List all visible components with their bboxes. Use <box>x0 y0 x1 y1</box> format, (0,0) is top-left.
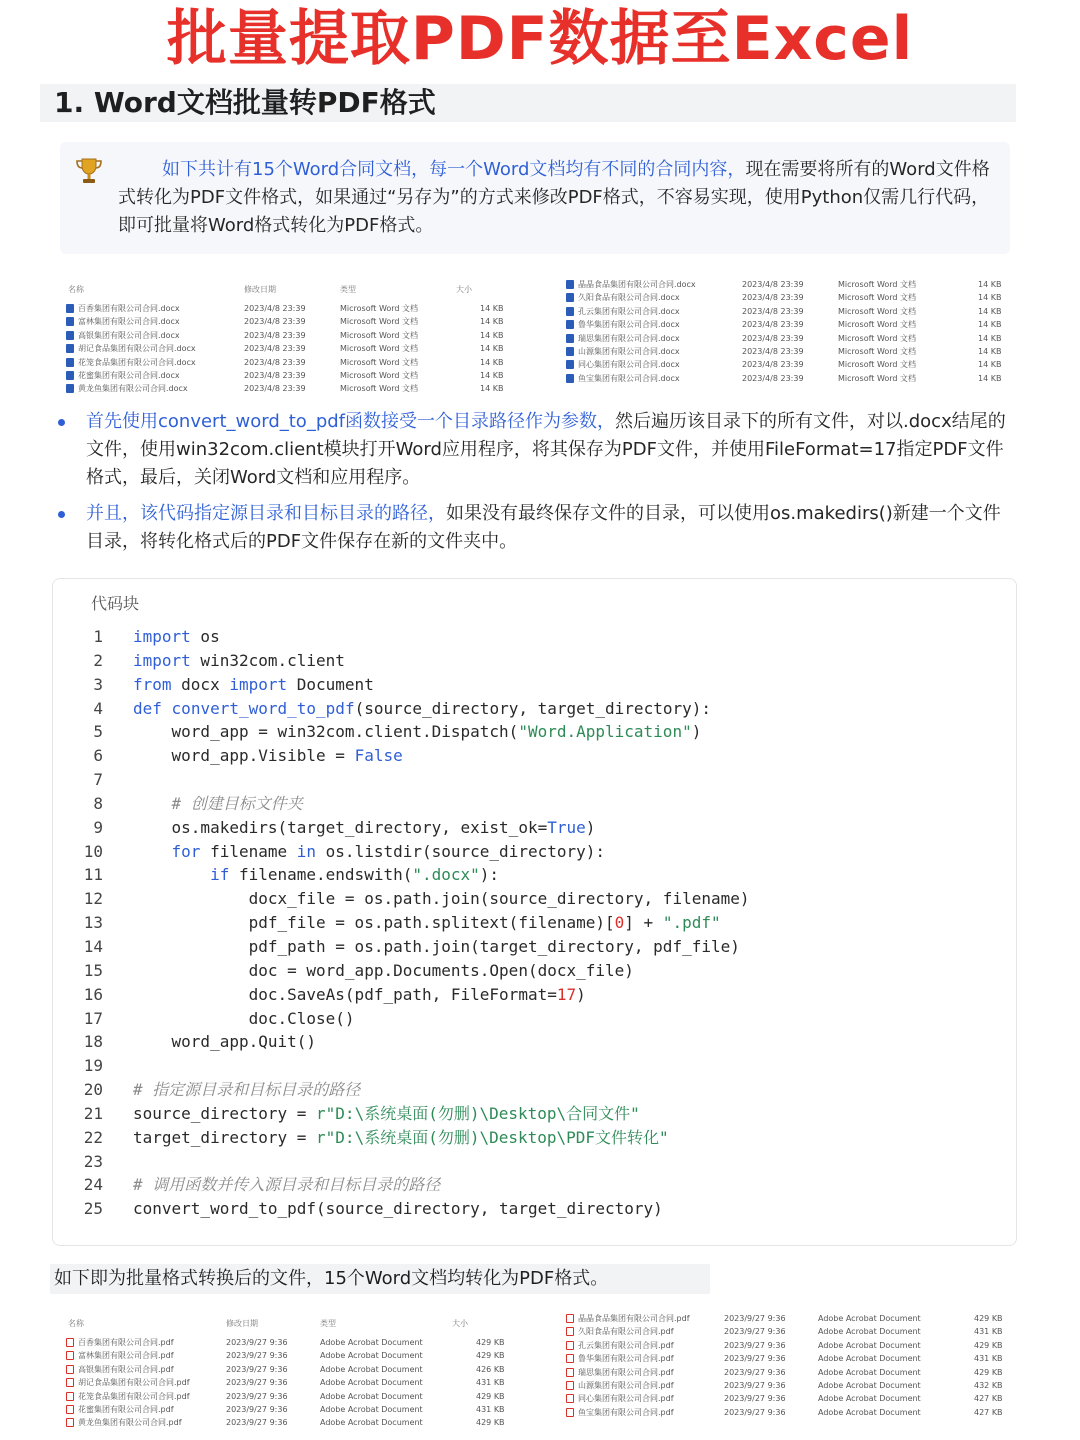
file-date: 2023/4/8 23:39 <box>244 330 306 340</box>
word-file-icon <box>566 374 574 383</box>
file-size: 431 KB <box>974 1354 1003 1364</box>
file-size: 14 KB <box>480 371 504 380</box>
file-row[interactable] <box>0 305 1080 318</box>
code-line <box>53 1030 1016 1054</box>
code-text: pdf_file = os.path.splitext(filename)[0] + ".pdf" <box>133 913 721 933</box>
file-row[interactable] <box>0 291 1080 304</box>
code-line <box>53 887 1016 911</box>
code-text: from docx import Document <box>133 674 374 694</box>
code-line <box>53 1197 1016 1221</box>
file-row[interactable] <box>0 1339 1080 1352</box>
code-text: for filename in os.listdir(source_directory): <box>171 841 606 861</box>
file-name: 同心集团有限公司合同.pdf <box>566 1392 674 1405</box>
file-name: 鱼宝集团有限公司合同.pdf <box>566 1406 674 1419</box>
line-number: 18 <box>83 1032 103 1052</box>
file-date: 2023/4/8 23:39 <box>742 293 804 303</box>
file-name: 鲁华集团有限公司合同.docx <box>566 318 680 331</box>
file-type: Adobe Acrobat Document <box>320 1351 423 1361</box>
line-number: 25 <box>83 1199 103 1219</box>
line-number: 21 <box>83 1103 103 1123</box>
code-line <box>53 625 1016 649</box>
word-file-icon <box>566 293 574 302</box>
pdf-file-icon <box>566 1314 574 1323</box>
code-line <box>53 1150 1016 1174</box>
file-size: 429 KB <box>476 1338 505 1347</box>
file-name: 瑞思集团有限公司合同.docx <box>566 332 680 345</box>
file-name: 高银集团有限公司合同.pdf <box>66 1363 174 1376</box>
file-size: 429 KB <box>974 1367 1003 1377</box>
file-type: Microsoft Word 文档 <box>838 306 917 316</box>
line-number: 22 <box>83 1127 103 1147</box>
line-number: 8 <box>93 793 103 813</box>
file-name: 鲁华集团有限公司合同.pdf <box>566 1352 674 1365</box>
file-type: Adobe Acrobat Document <box>320 1405 423 1414</box>
file-type: Adobe Acrobat Document <box>320 1338 423 1347</box>
file-name: 花笼食品集团有限公司合同.pdf <box>66 1390 190 1403</box>
file-size: 14 KB <box>480 317 504 327</box>
line-number: 4 <box>93 698 103 718</box>
line-number: 14 <box>83 936 103 956</box>
file-size: 14 KB <box>978 333 1002 343</box>
file-date: 2023/9/27 9:36 <box>724 1394 786 1404</box>
code-text: # 指定源目录和目标目录的路径 <box>133 1080 361 1100</box>
file-type: Microsoft Word 文档 <box>340 357 419 367</box>
file-type: Microsoft Word 文档 <box>838 360 917 370</box>
file-date: 2023/9/27 9:36 <box>226 1418 288 1428</box>
file-date: 2023/9/27 9:36 <box>226 1338 288 1347</box>
code-text: word_app.Visible = False <box>133 746 403 766</box>
bullet-text: 如果没有最终保存文件的目录，可以使用os.makedirs()新建一个文件目录，将转化格式后的PDF文件保存在新的文件夹中。 <box>86 503 1001 552</box>
column-header-date: 修改日期 <box>226 1319 258 1328</box>
file-size: 429 KB <box>476 1351 505 1361</box>
file-size: 14 KB <box>978 320 1002 330</box>
code-line <box>53 863 1016 887</box>
code-text: source_directory = r"D:\系统桌面(勿删)\Desktop\合同文件" <box>133 1103 640 1123</box>
file-type: Microsoft Word 文档 <box>838 293 917 303</box>
line-number: 2 <box>93 650 103 670</box>
word-file-icon <box>566 320 574 329</box>
file-date: 2023/4/8 23:39 <box>742 347 804 356</box>
file-row[interactable] <box>0 332 1080 345</box>
bullet-text: 然后遍历该目录下的所有文件，对以.docx结尾的文件，使用win32com.client模块打开Word应用程序，将其保存为PDF文件，并使用FileFormat=17指定PDF文件格式，最后，关闭Word文档和应用程序。 <box>86 411 1006 488</box>
file-size: 427 KB <box>974 1407 1003 1417</box>
pdf-file-list <box>0 1312 1080 1432</box>
file-name: 富林集团有限公司合同.docx <box>66 315 180 328</box>
line-number: 16 <box>83 984 103 1004</box>
code-line <box>53 649 1016 673</box>
file-size: 431 KB <box>974 1327 1003 1337</box>
code-text: def convert_word_to_pdf(source_directory, target_directory): <box>133 698 711 718</box>
pdf-file-icon <box>566 1381 574 1390</box>
file-size: 426 KB <box>476 1364 505 1374</box>
file-type: Microsoft Word 文档 <box>340 384 419 394</box>
file-type: Adobe Acrobat Document <box>320 1364 423 1374</box>
file-size: 14 KB <box>978 306 1002 316</box>
column-header-type: 类型 <box>320 1319 336 1328</box>
file-type: Microsoft Word 文档 <box>838 373 917 383</box>
page-title: 批量提取PDF数据至Excel <box>166 4 914 74</box>
bullet-item <box>56 500 1016 556</box>
file-date: 2023/4/8 23:39 <box>742 280 804 289</box>
file-size: 429 KB <box>974 1340 1003 1350</box>
line-number: 9 <box>93 817 103 837</box>
file-date: 2023/4/8 23:39 <box>244 317 306 327</box>
file-date: 2023/4/8 23:39 <box>244 304 306 313</box>
word-file-icon <box>566 347 574 356</box>
file-size: 14 KB <box>480 304 504 313</box>
bullet-dot-icon <box>58 419 65 426</box>
line-number: 5 <box>93 722 103 742</box>
file-name: 胡记食品集团有限公司合同.pdf <box>66 1376 190 1389</box>
file-date: 2023/4/8 23:39 <box>244 344 306 354</box>
column-header-name: 名称 <box>68 1319 84 1328</box>
intro-highlight: 如下共计有15个Word合同文档，每一个Word文档均有不同的合同内容， <box>162 159 746 180</box>
file-size: 14 KB <box>480 384 504 394</box>
line-number: 15 <box>83 960 103 980</box>
file-type: Adobe Acrobat Document <box>818 1340 921 1350</box>
code-line <box>53 1173 1016 1197</box>
word-file-icon <box>566 280 574 289</box>
pdf-file-icon <box>566 1368 574 1377</box>
file-name: 同心集团有限公司合同.docx <box>566 358 680 371</box>
code-line <box>53 935 1016 959</box>
file-row[interactable] <box>0 278 1080 291</box>
column-header-size: 大小 <box>456 285 472 294</box>
line-number: 13 <box>83 913 103 933</box>
file-name: 久阳食品有限公司合同.pdf <box>566 1325 674 1338</box>
file-type: Microsoft Word 文档 <box>838 333 917 343</box>
file-date: 2023/4/8 23:39 <box>244 371 306 380</box>
code-line <box>53 792 1016 816</box>
word-file-icon <box>66 384 74 393</box>
code-line <box>53 1054 1016 1078</box>
line-number: 12 <box>83 889 103 909</box>
line-number: 7 <box>93 770 103 790</box>
file-size: 431 KB <box>476 1405 505 1414</box>
docx-file-list <box>0 278 1080 398</box>
pdf-file-icon <box>566 1327 574 1336</box>
file-date: 2023/4/8 23:39 <box>742 320 804 330</box>
column-header-date: 修改日期 <box>244 285 276 294</box>
file-type: Adobe Acrobat Document <box>818 1354 921 1364</box>
file-date: 2023/9/27 9:36 <box>724 1354 786 1364</box>
file-size: 431 KB <box>476 1378 505 1388</box>
file-type: Microsoft Word 文档 <box>340 317 419 327</box>
file-date: 2023/9/27 9:36 <box>724 1314 786 1323</box>
file-row[interactable] <box>0 1325 1080 1338</box>
file-date: 2023/9/27 9:36 <box>226 1378 288 1388</box>
code-text: doc.Close() <box>133 1008 355 1028</box>
file-date: 2023/4/8 23:39 <box>244 384 306 394</box>
intro-rest: 现在需要将所有的Word文件格式转化为PDF文件格式，如果通过“另存为”的方式来修改PDF格式，不容易实现，使用Python仅需几行代码，即可批量将Word格式转化为PDF格式。 <box>118 159 990 236</box>
line-number: 10 <box>83 841 103 861</box>
file-type: Microsoft Word 文档 <box>340 330 419 340</box>
file-name: 黄龙鱼集团有限公司合同.docx <box>66 382 188 395</box>
file-size: 429 KB <box>974 1314 1003 1323</box>
file-type: Microsoft Word 文档 <box>838 347 917 356</box>
file-name: 富林集团有限公司合同.pdf <box>66 1349 174 1362</box>
file-row[interactable] <box>0 318 1080 331</box>
code-line <box>53 1126 1016 1150</box>
intro-callout <box>60 142 1010 254</box>
file-row[interactable] <box>0 1352 1080 1365</box>
file-name: 高银集团有限公司合同.docx <box>66 329 180 342</box>
code-line <box>53 840 1016 864</box>
file-size: 14 KB <box>978 373 1002 383</box>
file-date: 2023/9/27 9:36 <box>724 1381 786 1390</box>
file-type: Adobe Acrobat Document <box>320 1378 423 1388</box>
file-date: 2023/9/27 9:36 <box>226 1405 288 1414</box>
file-date: 2023/4/8 23:39 <box>742 333 804 343</box>
code-line <box>53 1007 1016 1031</box>
column-header-size: 大小 <box>452 1319 468 1328</box>
line-number: 11 <box>83 865 103 885</box>
file-date: 2023/9/27 9:36 <box>724 1327 786 1337</box>
file-row[interactable] <box>0 1406 1080 1419</box>
code-line <box>53 697 1016 721</box>
code-line <box>53 744 1016 768</box>
file-type: Microsoft Word 文档 <box>340 344 419 354</box>
file-type: Adobe Acrobat Document <box>818 1314 921 1323</box>
line-number: 6 <box>93 746 103 766</box>
file-date: 2023/9/27 9:36 <box>724 1407 786 1417</box>
file-row[interactable] <box>0 1392 1080 1405</box>
file-size: 14 KB <box>978 360 1002 370</box>
bullet-item <box>56 408 1016 492</box>
code-text: word_app = win32com.client.Dispatch("Word.Application") <box>133 722 702 742</box>
file-name: 晶晶食品集团有限公司合同.pdf <box>566 1312 690 1325</box>
file-type: Microsoft Word 文档 <box>340 304 419 313</box>
file-row[interactable] <box>0 1366 1080 1379</box>
file-size: 432 KB <box>974 1381 1003 1390</box>
file-name: 黄龙鱼集团有限公司合同.pdf <box>66 1416 182 1429</box>
word-file-icon <box>566 360 574 369</box>
file-row[interactable] <box>0 345 1080 358</box>
code-text: target_directory = r"D:\系统桌面(勿删)\Desktop\PDF文件转化" <box>133 1127 669 1147</box>
file-name: 花笼食品集团有限公司合同.docx <box>66 356 196 369</box>
file-type: Microsoft Word 文档 <box>838 320 917 330</box>
code-line <box>53 983 1016 1007</box>
line-number: 3 <box>93 674 103 694</box>
file-type: Adobe Acrobat Document <box>818 1407 921 1417</box>
code-line <box>53 720 1016 744</box>
line-number: 17 <box>83 1008 103 1028</box>
file-name: 瑞思集团有限公司合同.pdf <box>566 1366 674 1379</box>
pdf-file-icon <box>566 1408 574 1417</box>
file-date: 2023/4/8 23:39 <box>742 360 804 370</box>
code-line <box>53 768 1016 792</box>
trophy-icon <box>74 156 104 186</box>
line-number: 20 <box>83 1080 103 1100</box>
word-file-icon <box>566 307 574 316</box>
word-file-icon <box>566 334 574 343</box>
file-name: 花蜜集团有限公司合同.docx <box>66 369 180 382</box>
file-name: 鱼宝集团有限公司合同.docx <box>566 372 680 385</box>
explanation-bullets <box>56 408 1016 564</box>
file-date: 2023/4/8 23:39 <box>742 306 804 316</box>
code-block[interactable] <box>52 578 1017 1246</box>
file-date: 2023/4/8 23:39 <box>244 357 306 367</box>
line-number: 24 <box>83 1175 103 1195</box>
code-line <box>53 959 1016 983</box>
code-lines <box>53 625 1016 1221</box>
intro-text <box>118 156 998 240</box>
code-text: if filename.endswith(".docx"): <box>210 865 500 885</box>
pdf-file-icon <box>566 1341 574 1350</box>
code-line <box>53 1078 1016 1102</box>
code-text: docx_file = os.path.join(source_directory, filename) <box>133 889 750 909</box>
file-type: Microsoft Word 文档 <box>838 280 917 289</box>
file-date: 2023/4/8 23:39 <box>742 373 804 383</box>
code-text: pdf_path = os.path.join(target_directory, pdf_file) <box>133 936 740 956</box>
file-type: Adobe Acrobat Document <box>818 1381 921 1390</box>
pdf-file-icon <box>566 1354 574 1363</box>
file-type: Adobe Acrobat Document <box>320 1391 423 1401</box>
file-size: 14 KB <box>978 293 1002 303</box>
pdf-file-icon <box>566 1394 574 1403</box>
bullet-highlight: 首先使用convert_word_to_pdf函数接受一个目录路径作为参数， <box>86 411 616 432</box>
code-text: os.makedirs(target_directory, exist_ok=True) <box>133 817 596 837</box>
code-line <box>53 911 1016 935</box>
file-name: 百香集团有限公司合同.docx <box>66 302 180 315</box>
code-block-label: 代码块 <box>91 594 140 613</box>
file-date: 2023/9/27 9:36 <box>226 1391 288 1401</box>
file-date: 2023/9/27 9:36 <box>226 1351 288 1361</box>
code-text: doc.SaveAs(pdf_path, FileFormat=17) <box>133 984 586 1004</box>
column-header-type: 类型 <box>340 285 356 294</box>
file-size: 427 KB <box>974 1394 1003 1404</box>
file-name: 久阳食品有限公司合同.docx <box>566 291 680 304</box>
code-text: # 调用函数并传入源目录和目标目录的路径 <box>133 1175 441 1195</box>
file-size: 14 KB <box>978 347 1002 356</box>
file-name: 山源集团有限公司合同.docx <box>566 345 680 358</box>
code-text: import win32com.client <box>133 650 345 670</box>
file-size: 429 KB <box>476 1391 505 1401</box>
file-row[interactable] <box>0 372 1080 385</box>
line-number: 23 <box>83 1151 103 1171</box>
file-type: Adobe Acrobat Document <box>320 1418 423 1428</box>
file-name: 孔云集团有限公司合同.docx <box>566 305 680 318</box>
file-name: 山源集团有限公司合同.pdf <box>566 1379 674 1392</box>
file-size: 14 KB <box>480 357 504 367</box>
file-type: Microsoft Word 文档 <box>340 371 419 380</box>
file-type: Adobe Acrobat Document <box>818 1367 921 1377</box>
code-line <box>53 816 1016 840</box>
bullet-highlight: 并且，该代码指定源目录和目标目录的路径， <box>86 503 446 524</box>
code-text: import os <box>133 627 220 646</box>
file-name: 百香集团有限公司合同.pdf <box>66 1336 174 1349</box>
file-type: Adobe Acrobat Document <box>818 1394 921 1404</box>
code-line <box>53 1102 1016 1126</box>
file-name: 晶晶食品集团有限公司合同.docx <box>566 278 696 291</box>
column-header-name: 名称 <box>68 285 84 294</box>
result-caption: 如下即为批量格式转换后的文件，15个Word文档均转化为PDF格式。 <box>50 1264 710 1294</box>
code-text: convert_word_to_pdf(source_directory, target_directory) <box>133 1199 663 1219</box>
file-date: 2023/9/27 9:36 <box>724 1340 786 1350</box>
file-row[interactable] <box>0 1379 1080 1392</box>
file-name: 孔云集团有限公司合同.pdf <box>566 1339 674 1352</box>
file-size: 14 KB <box>978 280 1002 289</box>
file-size: 14 KB <box>480 330 504 340</box>
file-date: 2023/9/27 9:36 <box>724 1367 786 1377</box>
line-number: 19 <box>83 1056 103 1076</box>
line-number: 1 <box>93 627 103 646</box>
file-size: 429 KB <box>476 1418 505 1428</box>
file-size: 14 KB <box>480 344 504 354</box>
file-name: 花蜜集团有限公司合同.pdf <box>66 1403 174 1416</box>
code-line <box>53 673 1016 697</box>
code-text: doc = word_app.Documents.Open(docx_file) <box>133 960 634 980</box>
pdf-file-icon <box>66 1418 74 1427</box>
section-heading: 1. Word文档批量转PDF格式 <box>40 84 1016 122</box>
bullet-dot-icon <box>58 511 65 518</box>
file-type: Adobe Acrobat Document <box>818 1327 921 1337</box>
file-row[interactable] <box>0 1312 1080 1325</box>
file-date: 2023/9/27 9:36 <box>226 1364 288 1374</box>
file-name: 胡记食品集团有限公司合同.docx <box>66 342 196 355</box>
code-text: # 创建目标文件夹 <box>171 793 303 813</box>
code-text: word_app.Quit() <box>133 1032 317 1052</box>
file-row[interactable] <box>0 358 1080 371</box>
